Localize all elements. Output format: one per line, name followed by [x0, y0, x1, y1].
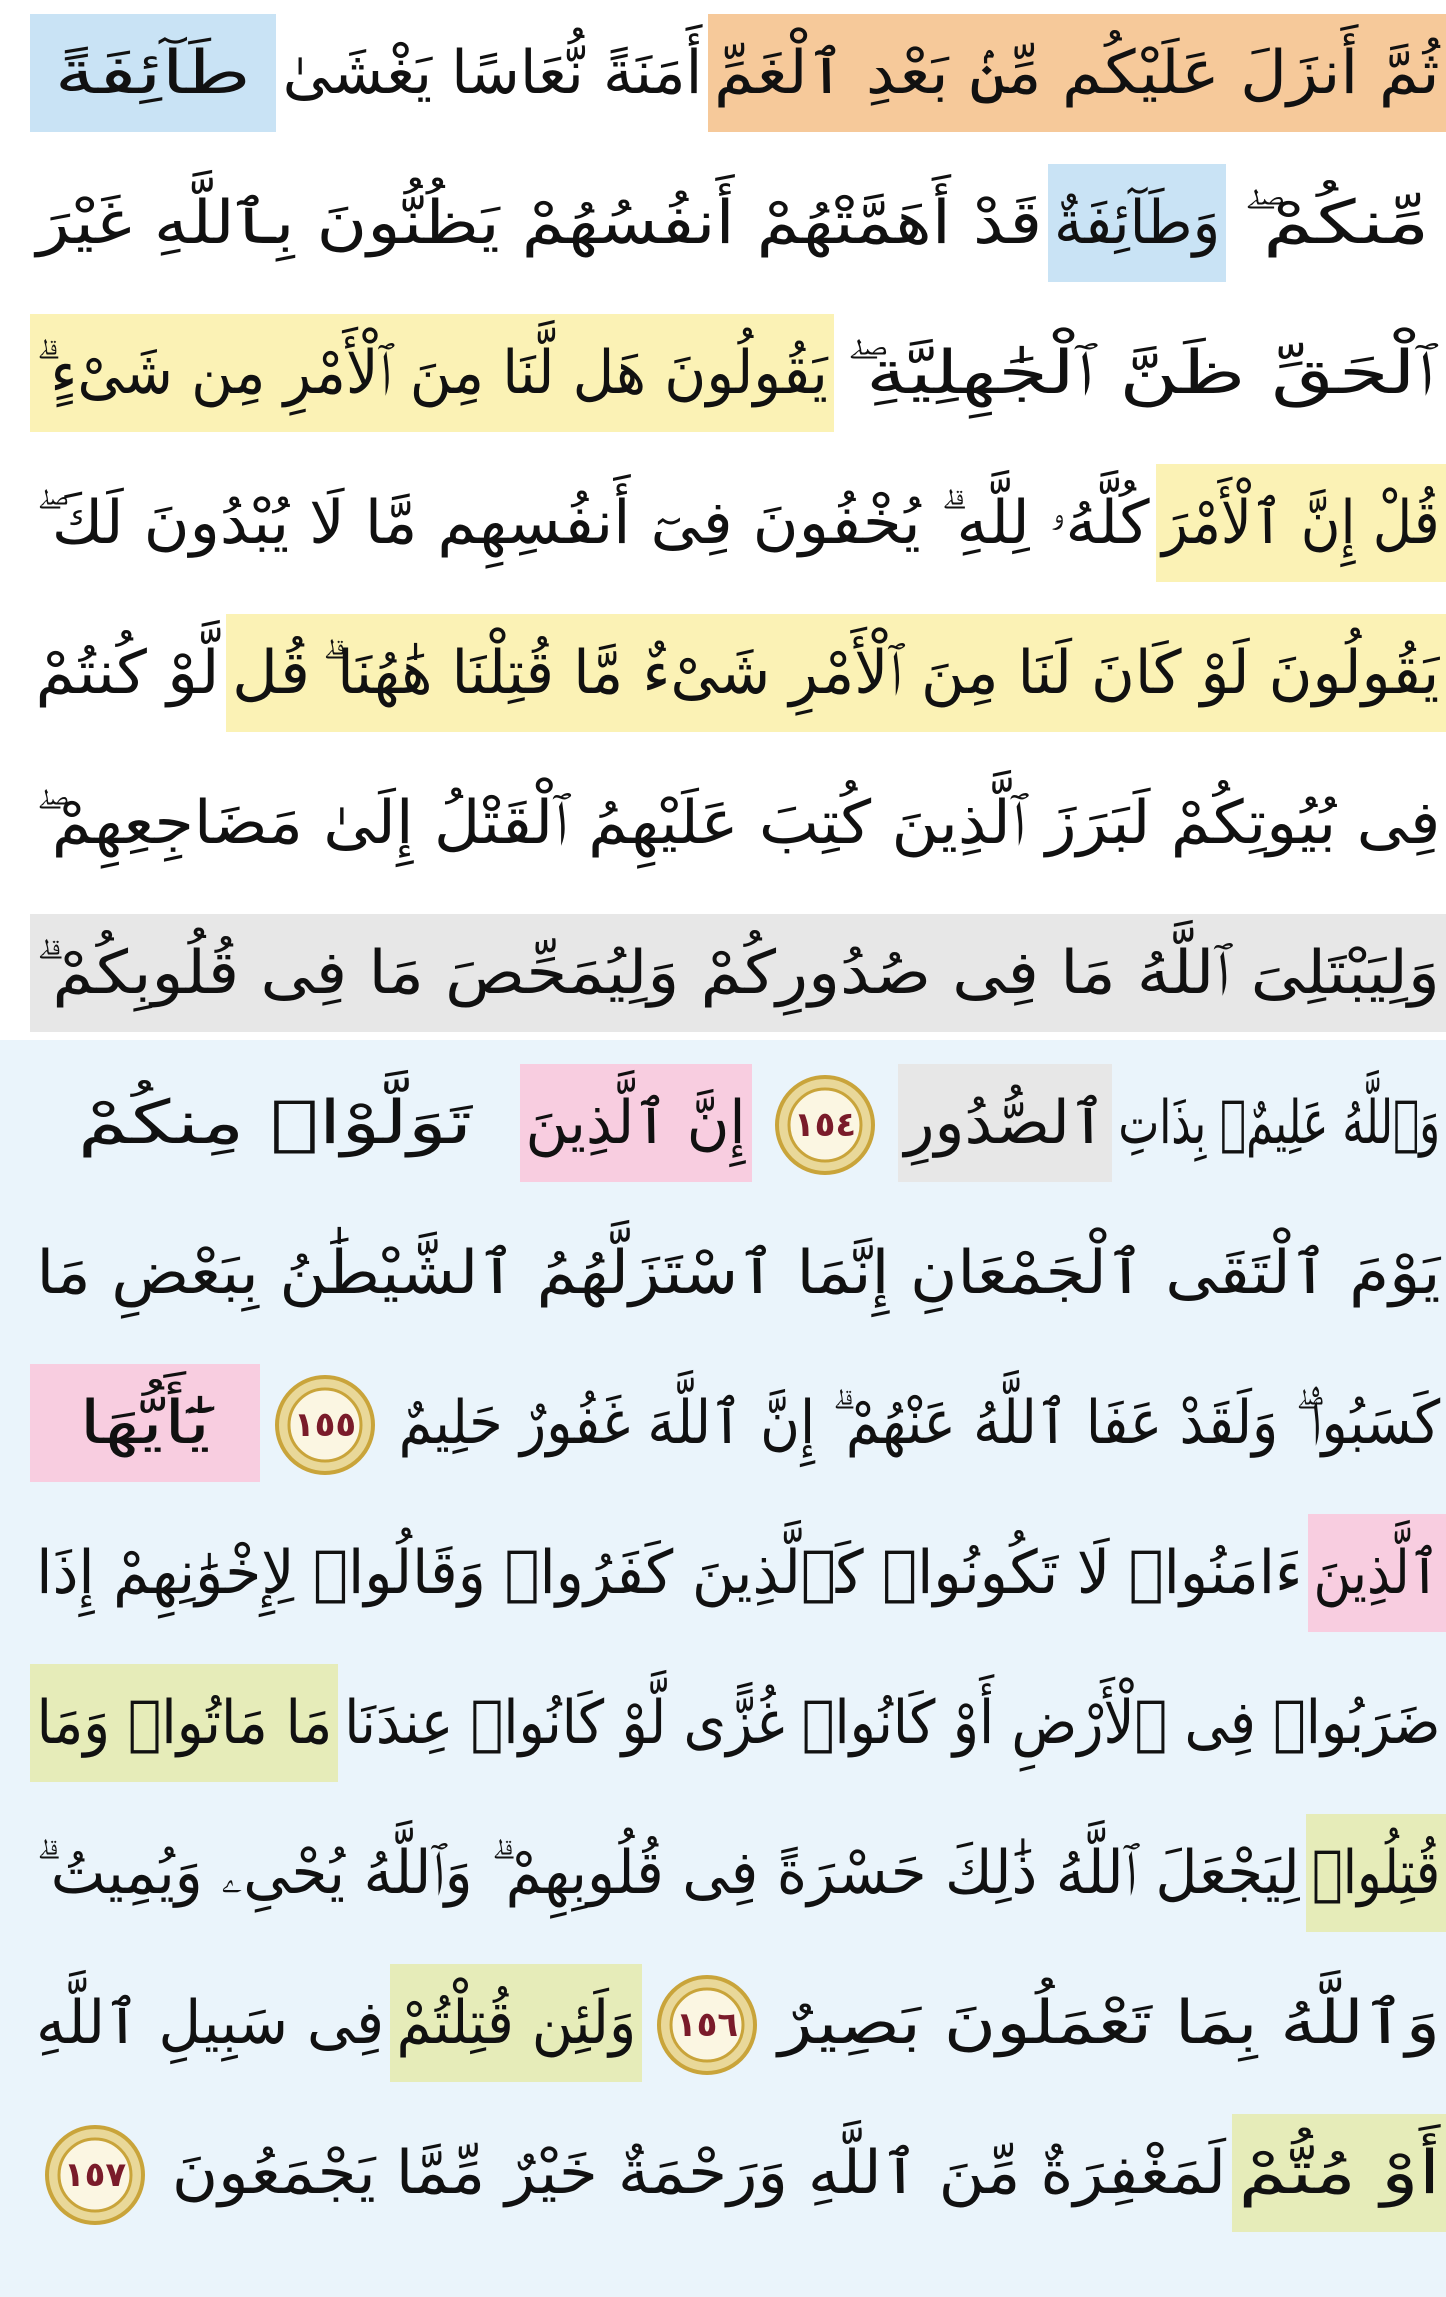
ayah-marker-155: [274, 1374, 376, 1476]
verse-text: تَوَلَّوْا۟ مِنكُمْ: [77, 1088, 473, 1158]
verse-text: ٱلْحَقِّ ظَنَّ ٱلْجَٰهِلِيَّةِ ۖ: [845, 338, 1435, 408]
highlight-pink: يَٰٓأَيُّهَا: [30, 1364, 260, 1482]
verse-text: مِّنكُمْ ۖ: [1242, 188, 1430, 258]
ayah-number: ١٥٤: [793, 1105, 857, 1145]
highlight-yellow: قُل: [226, 614, 316, 732]
verse-line-9: [0, 1200, 1446, 1350]
verse-text: لَّوْ كُنتُمْ: [35, 638, 221, 708]
verse-line-6: [0, 750, 1446, 900]
highlight-orange: ثُمَّ أَنزَلَ عَلَيْكُم مِّنۢ بَعْدِ ٱلْغَمِّ: [708, 14, 1446, 132]
verse-text: فِى بُيُوتِكُمْ لَبَرَزَ ٱلَّذِينَ كُتِبَ عَلَيْهِمُ ٱلْقَتْلُ إِلَىٰ مَضَاجِعِهِمْ ۖ: [35, 788, 1441, 858]
verse-text: لَمَغْفِرَةٌ مِّنَ ٱللَّهِ وَرَحْمَةٌ خَيْرٌ مِّمَّا يَجْمَعُونَ: [171, 2138, 1227, 2208]
highlight-green: مَا مَاتُوا۟ وَمَا: [30, 1664, 338, 1782]
highlight-yellow: يَقُولُونَ لَوْ كَانَ لَنَا مِنَ ٱلْأَمْرِ شَىْءٌ مَّا قُتِلْنَا هَٰهُنَا ۗ: [316, 614, 1446, 732]
verse-text: كَسَبُوا۟ ۖ وَلَقَدْ عَفَا ٱللَّهُ عَنْهُمْ ۗ إِنَّ ٱللَّهَ غَفُورٌ حَلِيمٌ: [398, 1388, 1440, 1458]
highlight-pink: ٱلَّذِينَ: [1308, 1514, 1446, 1632]
verse-line-2: [0, 150, 1446, 300]
highlight-blue: وَطَآئِفَةٌ: [1048, 164, 1226, 282]
ayah-marker-157: [44, 2124, 146, 2226]
verse-line-10: [0, 1350, 1446, 1500]
highlight-green: قُتِلُوا۟: [1306, 1814, 1446, 1932]
ayah-marker-156: [656, 1974, 758, 2076]
verse-line-5: [0, 600, 1446, 750]
verse-text: كُلَّهُۥ لِلَّهِ ۗ يُخْفُونَ فِىٓ أَنفُسِهِم مَّا لَا يُبْدُونَ لَكَ ۖ: [36, 488, 1150, 558]
highlight-blue: طَآئِفَةً: [30, 14, 276, 132]
verse-line-1: [0, 0, 1446, 150]
verse-line-12: [0, 1650, 1446, 1800]
highlight-gray: ٱلصُّدُورِ: [898, 1064, 1112, 1182]
highlight-gray: وَلِيَبْتَلِىَ ٱللَّهُ مَا فِى صُدُورِكُمْ وَلِيُمَحِّصَ مَا فِى قُلُوبِكُمْ ۗ: [30, 914, 1446, 1032]
highlight-yellow: يَقُولُونَ هَل لَّنَا مِنَ ٱلْأَمْرِ مِن شَىْءٍ ۗ: [30, 314, 834, 432]
verse-text: فِى سَبِيلِ ٱللَّهِ: [35, 1988, 385, 2058]
verse-text: قَدْ أَهَمَّتْهُمْ أَنفُسُهُمْ يَظُنُّونَ بِٱللَّهِ غَيْرَ: [36, 188, 1042, 258]
verse-line-4: [0, 450, 1446, 600]
ayah-number: ١٥٦: [675, 2005, 739, 2045]
verse-text: ءَامَنُوا۟ لَا تَكُونُوا۟ كَٱلَّذِينَ كَفَرُوا۟ وَقَالُوا۟ لِإِخْوَٰنِهِمْ إِذَا: [35, 1538, 1303, 1608]
ayah-number: ١٥٧: [63, 2155, 127, 2195]
ayah-number: ١٥٥: [293, 1405, 357, 1445]
highlight-green: وَلَئِن قُتِلْتُمْ: [390, 1964, 642, 2082]
verse-text: أَمَنَةً نُّعَاسًا يَغْشَىٰ: [282, 38, 702, 108]
ayah-marker-154: [774, 1074, 876, 1176]
highlight-green: أَوْ مُتُّمْ: [1232, 2114, 1446, 2232]
verse-line-7: [0, 900, 1446, 1050]
verse-line-14: [0, 1950, 1446, 2100]
highlight-pink: إِنَّ ٱلَّذِينَ: [520, 1064, 752, 1182]
verse-line-8: [0, 1050, 1446, 1200]
verse-text: وَٱللَّهُ بِمَا تَعْمَلُونَ بَصِيرٌ: [778, 1988, 1440, 2058]
verse-text: وَٱللَّهُ عَلِيمٌۢ بِذَاتِ: [1118, 1088, 1440, 1158]
verse-line-3: [0, 300, 1446, 450]
highlight-yellow: قُلْ إِنَّ ٱلْأَمْرَ: [1156, 464, 1446, 582]
verse-text: ضَرَبُوا۟ فِى ٱلْأَرْضِ أَوْ كَانُوا۟ غُزًّى لَّوْ كَانُوا۟ عِندَنَا: [343, 1688, 1441, 1758]
verse-line-13: [0, 1800, 1446, 1950]
verse-line-15: [0, 2100, 1446, 2250]
verse-text: يَوْمَ ٱلْتَقَى ٱلْجَمْعَانِ إِنَّمَا ٱسْتَزَلَّهُمُ ٱلشَّيْطَٰنُ بِبَعْضِ مَا: [35, 1238, 1441, 1308]
verse-text: لِيَجْعَلَ ٱللَّهُ ذَٰلِكَ حَسْرَةً فِى قُلُوبِهِمْ ۗ وَٱللَّهُ يُحْىِۦ وَيُمِيتُ ۗ: [36, 1838, 1300, 1908]
verse-line-11: [0, 1500, 1446, 1650]
